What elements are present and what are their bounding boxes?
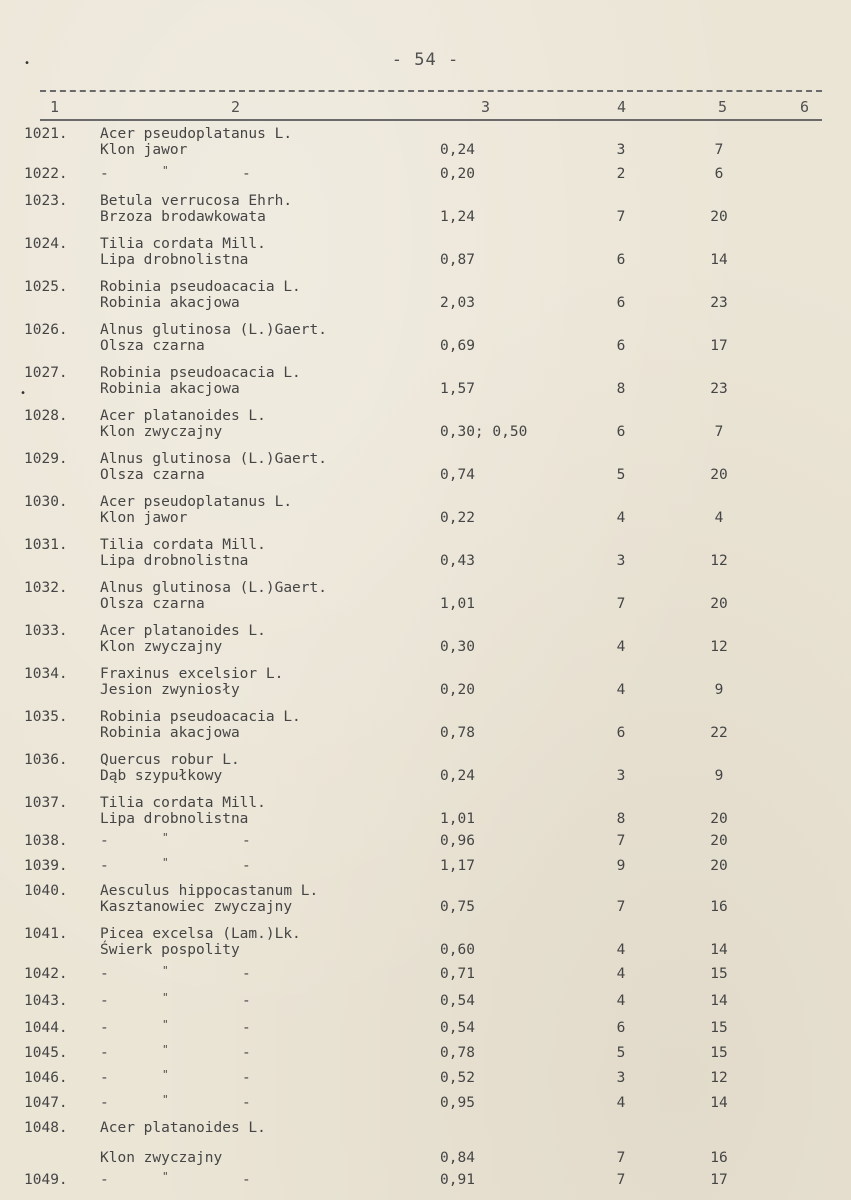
height-value: 14 xyxy=(710,993,728,1009)
column-4-value: 7 xyxy=(616,596,626,612)
height-value: 14 xyxy=(710,1095,728,1111)
latin-species-name: Alnus glutinosa (L.)Gaert. xyxy=(100,580,327,596)
height-value: 7 xyxy=(714,424,724,440)
diameter-value: 2,03 xyxy=(440,295,475,311)
height-value: 9 xyxy=(714,682,724,698)
entry-number: 1024. xyxy=(24,236,68,252)
height-value: 20 xyxy=(710,596,728,612)
polish-species-name: Klon zwyczajny xyxy=(100,1150,223,1166)
diameter-value: 0,75 xyxy=(440,899,475,915)
ditto-mark: - xyxy=(242,1045,251,1061)
polish-species-name: Jesion zwyniosły xyxy=(100,682,240,698)
ditto-mark: - xyxy=(242,166,251,182)
margin-mark: • xyxy=(20,388,27,399)
polish-species-name: Kasztanowiec zwyczajny xyxy=(100,899,293,915)
entry-number: 1047. xyxy=(24,1095,68,1111)
diameter-value: 0,22 xyxy=(440,510,475,526)
page-number: - 54 - xyxy=(391,50,460,70)
polish-species-name: Klon jawor xyxy=(100,510,188,526)
latin-species-name: Tilia cordata Mill. xyxy=(100,537,266,553)
ditto-mark: " xyxy=(162,1068,169,1081)
diameter-value: 0,30; 0,50 xyxy=(440,424,528,440)
diameter-value: 0,52 xyxy=(440,1070,475,1086)
latin-species-name: Acer platanoides L. xyxy=(100,623,266,639)
column-4-value: 4 xyxy=(616,682,626,698)
height-value: 7 xyxy=(714,142,724,158)
column-4-value: 6 xyxy=(616,295,626,311)
diameter-value: 1,57 xyxy=(440,381,475,397)
column-4-value: 7 xyxy=(616,209,626,225)
height-value: 4 xyxy=(714,510,724,526)
ditto-mark: " xyxy=(162,164,169,177)
ditto-mark: - xyxy=(100,966,109,982)
height-value: 12 xyxy=(710,553,728,569)
polish-species-name: Lipa drobnolistna xyxy=(100,811,249,827)
height-value: 12 xyxy=(710,639,728,655)
entry-number: 1042. xyxy=(24,966,68,982)
column-4-value: 3 xyxy=(616,768,626,784)
polish-species-name: Świerk pospolity xyxy=(100,942,240,958)
height-value: 14 xyxy=(710,252,728,268)
entry-number: 1033. xyxy=(24,623,68,639)
column-4-value: 7 xyxy=(616,1150,626,1166)
polish-species-name: Olsza czarna xyxy=(100,596,205,612)
ditto-mark: - xyxy=(242,858,251,874)
ditto-mark: - xyxy=(242,966,251,982)
entry-number: 1046. xyxy=(24,1070,68,1086)
ditto-mark: - xyxy=(100,1172,109,1188)
polish-species-name: Olsza czarna xyxy=(100,338,205,354)
latin-species-name: Tilia cordata Mill. xyxy=(100,795,266,811)
column-4-value: 2 xyxy=(616,166,626,182)
entry-number: 1023. xyxy=(24,193,68,209)
column-4-value: 3 xyxy=(616,553,626,569)
column-4-value: 7 xyxy=(616,833,626,849)
entry-number: 1037. xyxy=(24,795,68,811)
diameter-value: 0,91 xyxy=(440,1172,475,1188)
column-4-value: 6 xyxy=(616,1020,626,1036)
column-4-value: 5 xyxy=(616,1045,626,1061)
diameter-value: 1,17 xyxy=(440,858,475,874)
diameter-value: 0,84 xyxy=(440,1150,475,1166)
entry-number: 1043. xyxy=(24,993,68,1009)
height-value: 20 xyxy=(710,858,728,874)
ditto-mark: - xyxy=(100,1020,109,1036)
ditto-mark: - xyxy=(100,1045,109,1061)
diameter-value: 0,69 xyxy=(440,338,475,354)
column-header-6: 6 xyxy=(800,98,810,116)
column-4-value: 6 xyxy=(616,252,626,268)
diameter-value: 1,01 xyxy=(440,811,475,827)
ditto-mark: - xyxy=(242,833,251,849)
diameter-value: 0,20 xyxy=(440,166,475,182)
entry-number: 1038. xyxy=(24,833,68,849)
entry-number: 1026. xyxy=(24,322,68,338)
latin-species-name: Tilia cordata Mill. xyxy=(100,236,266,252)
ditto-mark: - xyxy=(242,1020,251,1036)
column-header-5: 5 xyxy=(718,98,728,116)
entry-number: 1049. xyxy=(24,1172,68,1188)
ditto-mark: " xyxy=(162,1043,169,1056)
entry-number: 1032. xyxy=(24,580,68,596)
height-value: 16 xyxy=(710,899,728,915)
ditto-mark: - xyxy=(100,993,109,1009)
ditto-mark: - xyxy=(242,1095,251,1111)
latin-species-name: Alnus glutinosa (L.)Gaert. xyxy=(100,451,327,467)
ditto-mark: - xyxy=(100,858,109,874)
polish-species-name: Robinia akacjowa xyxy=(100,725,240,741)
diameter-value: 1,24 xyxy=(440,209,475,225)
entry-number: 1031. xyxy=(24,537,68,553)
column-4-value: 6 xyxy=(616,338,626,354)
diameter-value: 0,54 xyxy=(440,1020,475,1036)
entry-number: 1044. xyxy=(24,1020,68,1036)
polish-species-name: Olsza czarna xyxy=(100,467,205,483)
latin-species-name: Acer platanoides L. xyxy=(100,1120,266,1136)
latin-species-name: Acer pseudoplatanus L. xyxy=(100,126,293,142)
ditto-mark: - xyxy=(242,1172,251,1188)
polish-species-name: Brzoza brodawkowata xyxy=(100,209,266,225)
polish-species-name: Klon zwyczajny xyxy=(100,639,223,655)
column-4-value: 4 xyxy=(616,993,626,1009)
height-value: 12 xyxy=(710,1070,728,1086)
entry-number: 1030. xyxy=(24,494,68,510)
entry-number: 1035. xyxy=(24,709,68,725)
latin-species-name: Fraxinus excelsior L. xyxy=(100,666,284,682)
latin-species-name: Quercus robur L. xyxy=(100,752,240,768)
height-value: 15 xyxy=(710,1045,728,1061)
latin-species-name: Acer platanoides L. xyxy=(100,408,266,424)
diameter-value: 0,96 xyxy=(440,833,475,849)
entry-number: 1022. xyxy=(24,166,68,182)
ditto-mark: " xyxy=(162,1170,169,1183)
height-value: 22 xyxy=(710,725,728,741)
height-value: 20 xyxy=(710,209,728,225)
column-4-value: 4 xyxy=(616,510,626,526)
entry-number: 1029. xyxy=(24,451,68,467)
diameter-value: 0,74 xyxy=(440,467,475,483)
entry-number: 1048. xyxy=(24,1120,68,1136)
ditto-mark: " xyxy=(162,964,169,977)
height-value: 23 xyxy=(710,295,728,311)
column-4-value: 3 xyxy=(616,1070,626,1086)
ditto-mark: " xyxy=(162,991,169,1004)
entry-number: 1021. xyxy=(24,126,68,142)
header-bottom-rule xyxy=(40,119,822,121)
ditto-mark: - xyxy=(242,993,251,1009)
column-4-value: 5 xyxy=(616,467,626,483)
height-value: 23 xyxy=(710,381,728,397)
height-value: 17 xyxy=(710,338,728,354)
ditto-mark: - xyxy=(100,166,109,182)
height-value: 20 xyxy=(710,833,728,849)
height-value: 15 xyxy=(710,966,728,982)
entry-number: 1040. xyxy=(24,883,68,899)
polish-species-name: Klon jawor xyxy=(100,142,188,158)
height-value: 16 xyxy=(710,1150,728,1166)
diameter-value: 0,71 xyxy=(440,966,475,982)
entry-number: 1045. xyxy=(24,1045,68,1061)
latin-species-name: Robinia pseudoacacia L. xyxy=(100,709,301,725)
column-4-value: 8 xyxy=(616,381,626,397)
header-top-rule xyxy=(40,90,822,92)
height-value: 17 xyxy=(710,1172,728,1188)
column-4-value: 8 xyxy=(616,811,626,827)
latin-species-name: Betula verrucosa Ehrh. xyxy=(100,193,293,209)
column-header-1: 1 xyxy=(50,98,60,116)
latin-species-name: Alnus glutinosa (L.)Gaert. xyxy=(100,322,327,338)
height-value: 14 xyxy=(710,942,728,958)
latin-species-name: Robinia pseudoacacia L. xyxy=(100,279,301,295)
entry-number: 1041. xyxy=(24,926,68,942)
height-value: 6 xyxy=(714,166,724,182)
column-4-value: 7 xyxy=(616,1172,626,1188)
latin-species-name: Acer pseudoplatanus L. xyxy=(100,494,293,510)
polish-species-name: Dąb szypułkowy xyxy=(100,768,223,784)
height-value: 20 xyxy=(710,467,728,483)
diameter-value: 0,78 xyxy=(440,1045,475,1061)
polish-species-name: Lipa drobnolistna xyxy=(100,252,249,268)
diameter-value: 0,24 xyxy=(440,142,475,158)
column-4-value: 4 xyxy=(616,639,626,655)
height-value: 20 xyxy=(710,811,728,827)
polish-species-name: Klon zwyczajny xyxy=(100,424,223,440)
ditto-mark: " xyxy=(162,831,169,844)
column-4-value: 4 xyxy=(616,942,626,958)
latin-species-name: Aesculus hippocastanum L. xyxy=(100,883,319,899)
diameter-value: 0,43 xyxy=(440,553,475,569)
entry-number: 1027. xyxy=(24,365,68,381)
height-value: 15 xyxy=(710,1020,728,1036)
diameter-value: 0,54 xyxy=(440,993,475,1009)
column-header-2: 2 xyxy=(231,98,241,116)
polish-species-name: Lipa drobnolistna xyxy=(100,553,249,569)
ditto-mark: " xyxy=(162,1018,169,1031)
margin-mark: • xyxy=(24,58,31,69)
ditto-mark: - xyxy=(100,1070,109,1086)
polish-species-name: Robinia akacjowa xyxy=(100,295,240,311)
polish-species-name: Robinia akacjowa xyxy=(100,381,240,397)
entry-number: 1034. xyxy=(24,666,68,682)
entry-number: 1028. xyxy=(24,408,68,424)
ditto-mark: " xyxy=(162,1093,169,1106)
column-4-value: 7 xyxy=(616,899,626,915)
column-4-value: 6 xyxy=(616,424,626,440)
diameter-value: 1,01 xyxy=(440,596,475,612)
ditto-mark: " xyxy=(162,856,169,869)
column-4-value: 3 xyxy=(616,142,626,158)
column-4-value: 6 xyxy=(616,725,626,741)
latin-species-name: Picea excelsa (Lam.)Lk. xyxy=(100,926,301,942)
entry-number: 1036. xyxy=(24,752,68,768)
latin-species-name: Robinia pseudoacacia L. xyxy=(100,365,301,381)
ditto-mark: - xyxy=(100,833,109,849)
column-4-value: 9 xyxy=(616,858,626,874)
diameter-value: 0,95 xyxy=(440,1095,475,1111)
ditto-mark: - xyxy=(100,1095,109,1111)
diameter-value: 0,78 xyxy=(440,725,475,741)
column-header-3: 3 xyxy=(481,98,491,116)
entry-number: 1039. xyxy=(24,858,68,874)
column-4-value: 4 xyxy=(616,1095,626,1111)
diameter-value: 0,20 xyxy=(440,682,475,698)
column-header-4: 4 xyxy=(617,98,627,116)
diameter-value: 0,30 xyxy=(440,639,475,655)
ditto-mark: - xyxy=(242,1070,251,1086)
diameter-value: 0,24 xyxy=(440,768,475,784)
diameter-value: 0,87 xyxy=(440,252,475,268)
column-4-value: 4 xyxy=(616,966,626,982)
height-value: 9 xyxy=(714,768,724,784)
diameter-value: 0,60 xyxy=(440,942,475,958)
entry-number: 1025. xyxy=(24,279,68,295)
